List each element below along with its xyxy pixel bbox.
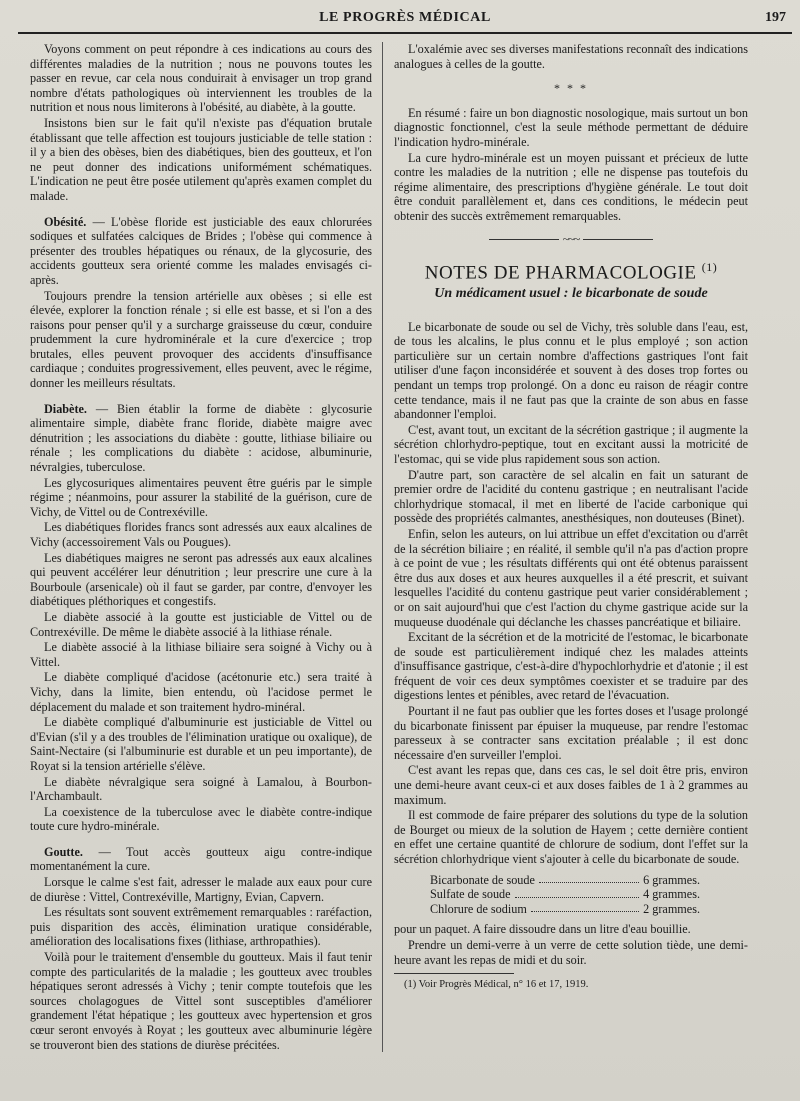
goutte-paragraph: Voilà pour le traitement d'ensemble du goutteux. Mais il faut tenir compte des particularités de la maladie ; les goutteux avec troubles hépatiques seront adressés à Vichy ; tenir compte toutefois que les sources cholagogues de Vittel sont susceptibles d'améliorer grandement l'état hépatique ; les goutteux avec hypertension et gros cœur seront envoyés à Royat ; les goutteux avec albuminurie légère se trouveront bien des stations de diurèse précitées.: [30, 950, 372, 1052]
page-number: 197: [765, 10, 786, 25]
notes-paragraph: Enfin, selon les auteurs, on lui attribue un effet d'excitation ou d'arrêt de la sécrétion biliaire ; en réalité, il semble qu'il n'a pas d'action propre à ce point de vue ; les résultats différents qui ont été obtenus paraissent être dus aux doses et aux heures auxquelles il a été prescrit, et suivant lesquelles l'acidité du contenu gastrique peut varier considérablement ; or on sait aujourd'hui que c'est l'action du chyme gastrique acide sur la muqueuse duodénale qui déclanche les chasses pancréatique et biliaire.: [394, 526, 748, 629]
notes-subtitle: Un médicament usuel : le bicarbonate de soude: [434, 286, 708, 302]
recipe-ingredient: Sulfate de soude: [430, 887, 511, 902]
diabete-paragraph: Les diabétiques florides francs sont adressés aux eaux alcalines de Vichy (accessoirement Vals ou Pougues).: [30, 520, 372, 549]
goutte-paragraph: Les résultats sont souvent extrêmement remarquables : raréfaction, puis disparition des accès, élimination uratique considérable, amélioration des localisations fixes (lithiase, arthropathies).: [30, 905, 372, 949]
page-header: [20, 8, 790, 32]
asterism: * * *: [554, 81, 588, 96]
after-recipe-paragraph: pour un paquet. A faire dissoudre dans un litre d'eau bouillie.: [394, 922, 691, 937]
recipe-ingredient: Bicarbonate de soude: [430, 872, 535, 887]
left-column: [30, 42, 372, 1052]
footnote: (1) Voir Progrès Médical, n° 16 et 17, 1919.: [404, 979, 589, 991]
diabete-paragraph: Le diabète associé à la goutte est justiciable de Vittel ou de Contrexéville. De même le diabète associé à la lithiase rénale.: [30, 609, 372, 639]
footnote-ref: (1): [701, 260, 718, 275]
recipe-dose: 2 grammes.: [643, 901, 700, 916]
footnote-rule: [394, 973, 514, 974]
intro-paragraph: Voyons comment on peut répondre à ces indications au cours des différentes maladies de la nutrition ; nous ne pouvons toutes les passer en revue, car cela nous conduirait à envisager un trop grand nombre d'états pathologiques où interviennent les troubles de la nutrition et nous nous limiterons à l'obésité, au diabète, à la goutte.: [30, 42, 372, 115]
diabete-paragraph: Diabète. — Bien établir la forme de diabète : glycosurie alimentaire simple, diabète franc floride, diabète maigre avec dénutrition ; les associations du diabète : goutte, lithiase biliaire ou rénale ; les complications du diabète : acidose, albuminurie, névralgies, tuberculose.: [30, 401, 372, 475]
diabete-heading: Diabète.: [44, 401, 87, 416]
diabete-paragraph: La coexistence de la tuberculose avec le diabète contre-indique toute cure hydro-minérale.: [30, 804, 372, 834]
notes-paragraph: Il est commode de faire préparer des solutions du type de la solution de Bourget ou mieux de la solution de Hayem ; cette dernière contient en effet une certaine quantité de chlorure de sodium, dont l'effet sur la sécrétion chlorhydrique vient s'ajouter à celle du bicarbonate de soude.: [394, 808, 748, 867]
goutte-paragraph: Goutte. — Tout accès goutteux aigu contre-indique momentanément la cure.: [30, 844, 372, 874]
diabete-paragraph: Les diabétiques maigres ne seront pas adressés aux eaux alcalines qui peuvent accélérer leur dénutrition ; leur prescrire une cure à la Bourboule (arsenicale) où il faut se garder, par contre, d'envoyer les diabétiques pléthoriques et congestifs.: [30, 550, 372, 609]
recipe-ingredient: Chlorure de sodium: [430, 901, 527, 916]
goutte-paragraph: Lorsque le calme s'est fait, adresser le malade aux eaux pour cure de diurèse : Vittel, Contrexéville, Martigny, Evian, Capvern.: [30, 875, 372, 904]
resume-paragraph: En résumé : faire un bon diagnostic nosologique, mais surtout un bon diagnostic fonctionnel, c'est la seule méthode permettant de déduire l'indication hydro-minérale.: [394, 105, 748, 149]
obesite-paragraph: Obésité. — L'obèse floride est justiciable des eaux chlorurées sodiques et sulfatées calciques de Brides ; l'obèse qui commence à présenter des troubles hépatiques ou rénaux, de la glycosurie, des accidents goutteux sera orienté comme les malades envisagés ci-après.: [30, 214, 372, 287]
recipe-row: [430, 873, 700, 888]
notes-paragraph: Pourtant il ne faut pas oublier que les fortes doses et l'usage prolongé du bicarbonate finissent par épuiser la muqueuse, par rendre l'estomac paresseux à se contracter sans excitation préalable ; il est donc nécessaire d'en surveiller l'emploi.: [394, 704, 748, 762]
diabete-paragraph: Le diabète compliqué d'albuminurie est justiciable de Vittel ou d'Evian (s'il y a des troubles de l'élimination uratique ou oxalique), de Saint-Nectaire (si l'albuminurie est durable et un peu importante), de Royat si la tension artérielle s'élève.: [30, 715, 372, 773]
oxalemie-paragraph: L'oxalémie avec ses diverses manifestations reconnaît des indications analogues à celles de la goutte.: [394, 42, 748, 71]
recipe-row: [430, 887, 700, 902]
obesite-heading: Obésité.: [44, 214, 87, 229]
recipe-dose: 4 grammes.: [643, 887, 700, 902]
notes-paragraph: Excitant de la sécrétion et de la motricité de l'estomac, le bicarbonate de soude est particulièrement indiqué chez les malades atteints d'insuffisance gastrique, c'est-à-dire d'hypochlorhydrie et d'atonie ; il est fréquent de voir ces deux symptômes coexister et se traduire par des digestions lentes et pénibles, avec retard de l'évacuation.: [394, 630, 748, 703]
after-recipe-paragraph: Prendre un demi-verre à un verre de cette solution tiède, une demi-heure avant les repas de midi et du soir.: [394, 937, 748, 967]
notes-paragraph: Le bicarbonate de soude ou sel de Vichy, très soluble dans l'eau, est, de tous les alcalins, le plus connu et le plus employé ; son action particulière sur un certain nombre d'affections gastriques l'ont fait utiliser d'une façon inconsidérée et souvent à des doses trop fortes ou pendant un temps trop prolongé. On a donc eu raison de réagir contre cette tendance, mais il ne faut pas que la crainte de son abus en fasse abandonner l'emploi.: [394, 319, 748, 422]
recipe-dose: 6 grammes.: [643, 872, 700, 887]
obesite-paragraph: Toujours prendre la tension artérielle aux obèses ; si elle est élevée, explorer la fonction rénale ; si elle est basse, et si l'on a des raisons pour penser qu'il y a surcharge graisseuse du cœur, conduire prudemment la cure hydrominérale et la cure d'exercice ; trop brutales, elles peuvent provoquer des accidents d'insuffisance cardiaque ; conduites progressivement, elles peuvent, avec le régime, donner les meilleurs résultats.: [30, 288, 372, 391]
resume-paragraph: La cure hydro-minérale est un moyen puissant et précieux de lutte contre les maladies de la nutrition ; elle ne dispense pas toutefois du régime alimentaire, des prescriptions d'hygiène générale. Le tout doit être conduit parallèlement et, dans ces conditions, le médecin peut obtenir des succès extrêmement remarquables.: [394, 150, 748, 223]
goutte-heading: Goutte.: [44, 844, 83, 859]
column-divider: [382, 42, 383, 1052]
notes-paragraph: C'est, avant tout, un excitant de la sécrétion gastrique ; il augmente la sécrétion chlorhydro-peptique, tout en excitant aussi la motricité de l'estomac, qui se vide plus rapidement sous son action.: [394, 422, 748, 466]
notes-paragraph: D'autre part, son caractère de sel alcalin en fait un saturant de premier ordre de l'acidité du contenu gastrique ; en neutralisant l'acide chlorhydrique stomacal, il met en liberté de l'acide carbonique qui possède des propriétés calmantes, anesthésiques, non douteuses (Binet).: [394, 467, 748, 526]
recipe-row: [430, 902, 700, 917]
right-column: [394, 42, 748, 1092]
diabete-paragraph: Le diabète associé à la lithiase biliaire sera soigné à Vichy ou à Vittel.: [30, 640, 372, 669]
header-rule: [18, 32, 792, 34]
diabete-paragraph: Le diabète compliqué d'acidose (acétonurie etc.) sera traité à Vichy, dans la limite, bien entendu, où l'acidose permet le déplacement du malade et son traitement hydro-minéral.: [30, 670, 372, 714]
running-title: LE PROGRÈS MÉDICAL: [319, 10, 491, 25]
intro-paragraph: Insistons bien sur le fait qu'il n'existe pas d'équation brutale établissant que telle affection est toujours justiciable de telle station : il y a bien des obèses, bien des diabétiques, bien des goutteux, et l'on ne peut donner des indications uniformément schématiques. L'indication ne peut être posée utilement qu'après examen complet du malade.: [30, 115, 372, 203]
section-ornament: ~~~: [394, 232, 748, 247]
notes-title: NOTES DE PHARMACOLOGIE $^{(1)}$: [424, 260, 718, 284]
notes-paragraph: C'est avant les repas que, dans ces cas, le sel doit être pris, environ une demi-heure avant ceux-ci et aux doses faibles de 1 à 2 grammes au maximum.: [394, 763, 748, 807]
recipe-list: [430, 873, 700, 917]
diabete-paragraph: Le diabète névralgique sera soigné à Lamalou, à Bourbon-l'Archambault.: [30, 774, 372, 804]
diabete-paragraph: Les glycosuriques alimentaires peuvent être guéris par le simple régime ; néanmoins, pour assurer la stabilité de la guérison, cure de Vichy, de Vittel ou de Contrexéville.: [30, 475, 372, 519]
